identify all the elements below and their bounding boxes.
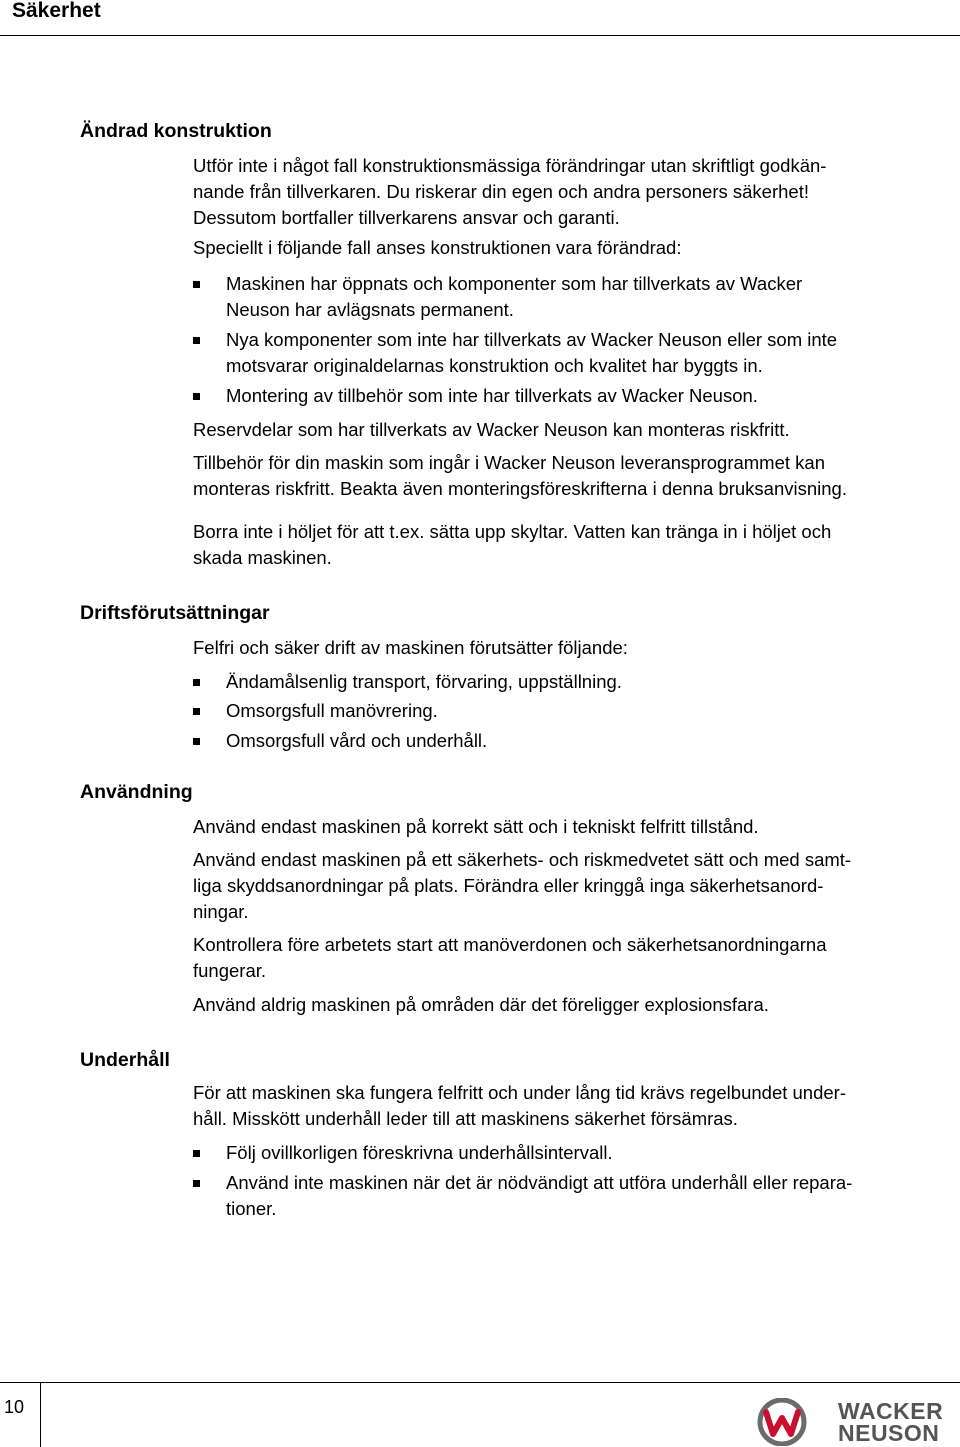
paragraph: Använd endast maskinen på ett säkerhets- och riskmedvetet sätt och med samt- liga skyddsanordningar på plats. Förändra eller kringgå inga säkerhetsanord- ningar.: [193, 849, 852, 922]
bullet-square-icon: [193, 393, 200, 400]
paragraph: Reservdelar som har tillverkats av Wacker Neuson kan monteras riskfritt.: [193, 419, 790, 440]
section-heading-andrad-konstruktion: Ändrad konstruktion: [80, 120, 272, 142]
bullet-square-icon: [193, 708, 200, 715]
list-item-text: Använd inte maskinen när det är nödvändigt att utföra underhåll eller repara- tioner.: [226, 1172, 853, 1219]
paragraph: Borra inte i höljet för att t.ex. sätta upp skyltar. Vatten kan tränga in i höljet och skada maskinen.: [193, 521, 832, 568]
list-item-text: Montering av tillbehör som inte har tillverkats av Wacker Neuson.: [226, 385, 758, 406]
paragraph: För att maskinen ska fungera felfritt och under lång tid krävs regelbundet under- håll. Misskött underhåll leder till att maskinens säkerhet försämras.: [193, 1082, 846, 1129]
paragraph: Tillbehör för din maskin som ingår i Wacker Neuson leveransprogrammet kan monteras riskfritt. Beakta även monteringsföreskrifterna i denna bruksanvisning.: [193, 452, 847, 499]
bullet-square-icon: [193, 281, 200, 288]
list-item-text: Ändamålsenlig transport, förvaring, uppställning.: [226, 671, 622, 692]
page-header-title: Säkerhet: [12, 0, 101, 22]
paragraph: Använd endast maskinen på korrekt sätt och i tekniskt felfritt tillstånd.: [193, 816, 759, 837]
wacker-neuson-mark-icon: [754, 1398, 810, 1446]
paragraph: Kontrollera före arbetets start att manöverdonen och säkerhetsanordningarna fungerar.: [193, 934, 827, 981]
logo-text-neuson: NEUSON: [838, 1420, 940, 1446]
header-divider: [0, 35, 960, 36]
list-item-text: Nya komponenter som inte har tillverkats av Wacker Neuson eller som inte motsvarar originaldelarnas konstruktion och kvalitet har byggts in.: [226, 329, 838, 376]
paragraph: Utför inte i något fall konstruktionsmässiga förändringar utan skriftligt godkän- nande från tillverkaren. Du riskerar din egen och andra personers säkerhet! Dessutom bortfaller tillverkarens ansvar och garanti.: [193, 155, 827, 228]
bullet-square-icon: [193, 337, 200, 344]
footer-vertical-divider: [40, 1382, 41, 1447]
paragraph: Felfri och säker drift av maskinen förutsätter följande:: [193, 637, 628, 658]
paragraph: Speciellt i följande fall anses konstruktionen vara förändrad:: [193, 237, 682, 258]
section-heading-anvandning: Användning: [80, 781, 193, 803]
bullet-square-icon: [193, 738, 200, 745]
list-item-text: Maskinen har öppnats och komponenter som har tillverkats av Wacker Neuson har avlägsnats permanent.: [226, 273, 803, 320]
section-heading-underhall: Underhåll: [80, 1049, 170, 1071]
list-item-text: Omsorgsfull manövrering.: [226, 700, 438, 721]
bullet-square-icon: [193, 1150, 200, 1157]
page-number: 10: [4, 1397, 25, 1417]
paragraph: Använd aldrig maskinen på områden där det föreligger explosionsfara.: [193, 994, 769, 1015]
list-item-text: Omsorgsfull vård och underhåll.: [226, 730, 488, 751]
bullet-square-icon: [193, 679, 200, 686]
list-item-text: Följ ovillkorligen föreskrivna underhållsintervall.: [226, 1142, 613, 1163]
footer-divider: [0, 1382, 960, 1383]
logo-text-wacker: WACKER: [838, 1398, 944, 1424]
bullet-square-icon: [193, 1180, 200, 1187]
wacker-neuson-logo: [754, 1398, 960, 1446]
section-heading-driftsforutsattningar: Driftsförutsättningar: [80, 602, 270, 624]
